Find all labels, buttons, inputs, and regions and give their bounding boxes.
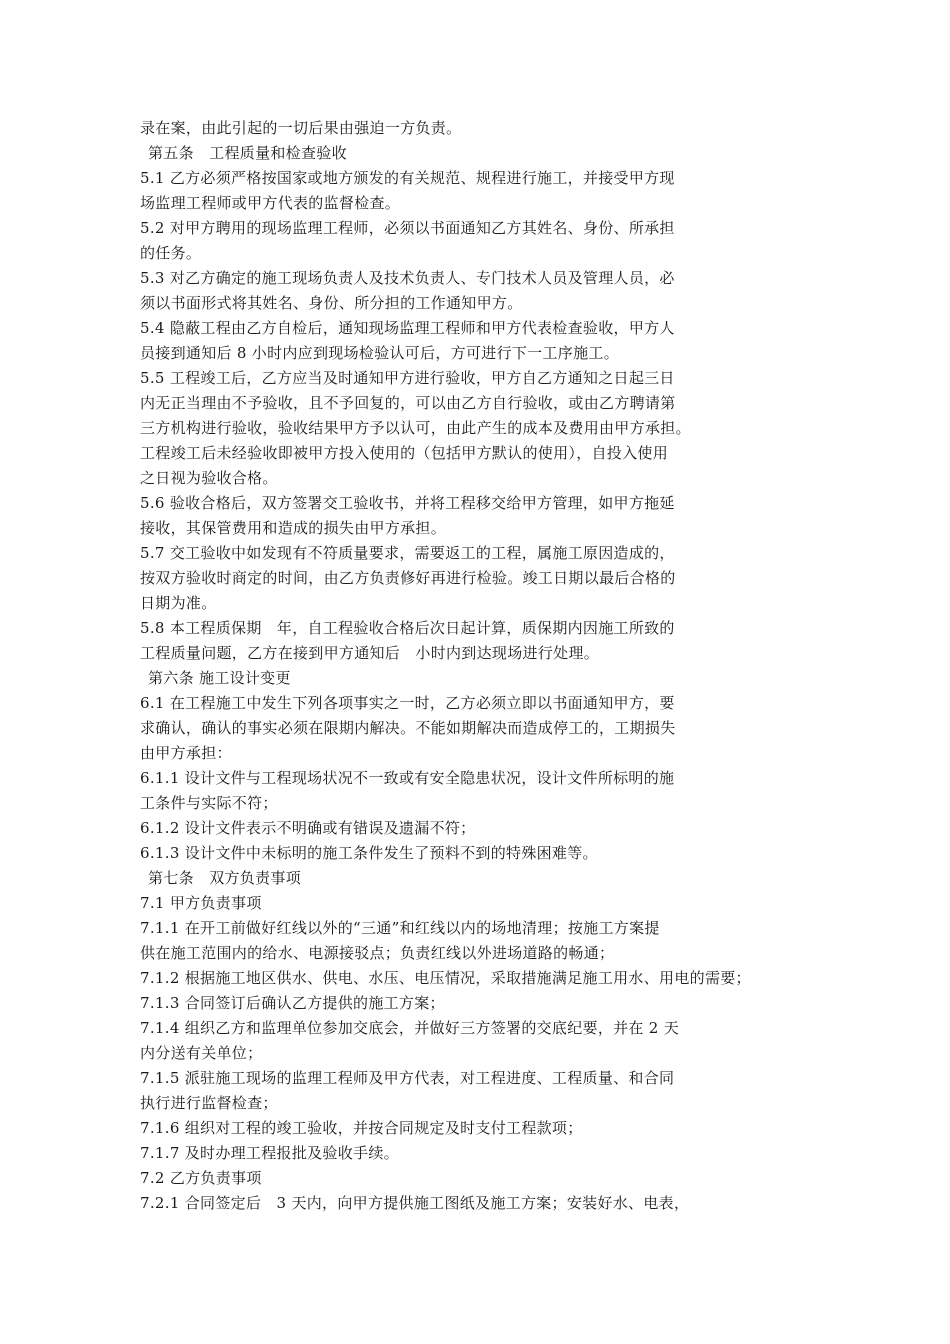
text-line: 员接到通知后 8 小时内应到现场检验认可后，方可进行下一工序施工。: [140, 344, 619, 362]
text-line: 7.1.7 及时办理工程报批及验收手续。: [140, 1144, 399, 1162]
text-line: 5.4 隐蔽工程由乙方自检后，通知现场监理工程师和甲方代表检查验收，甲方人: [140, 319, 675, 337]
text-line: 7.2.1 合同签定后 3 天内，向甲方提供施工图纸及施工方案；安装好水、电表，: [140, 1194, 690, 1212]
text-line: 5.5 工程竣工后，乙方应当及时通知甲方进行验收，甲方自乙方通知之日起三日: [140, 369, 675, 387]
text-line: 6.1 在工程施工中发生下列各项事实之一时，乙方必须立即以书面通知甲方，要: [140, 694, 675, 712]
text-line: 由甲方承担：: [140, 744, 232, 762]
text-line: 7.1 甲方负责事项: [140, 894, 262, 912]
text-line: 6.1.3 设计文件中未标明的施工条件发生了预料不到的特殊困难等。: [140, 844, 598, 862]
text-line: 求确认，确认的事实必须在限期内解决。不能如期解决而造成停工的，工期损失: [140, 719, 676, 737]
text-line: 日期为准。: [140, 594, 217, 612]
text-line: 7.1.2 根据施工地区供水、供电、水压、电压情况，采取措施满足施工用水、用电的需要；: [140, 969, 751, 987]
text-line: 5.8 本工程质保期 年，自工程验收合格后次日起计算，质保期内因施工所致的: [140, 619, 675, 637]
document-body: [140, 116, 840, 1216]
section-heading: 第七条 双方负责事项: [148, 869, 302, 887]
section-heading: 第六条 施工设计变更: [148, 669, 291, 687]
text-line: 工条件与实际不符；: [140, 794, 278, 812]
text-line: 执行进行监督检查；: [140, 1094, 278, 1112]
text-line: 接收，其保管费用和造成的损失由甲方承担。: [140, 519, 447, 537]
text-line: 按双方验收时商定的时间，由乙方负责修好再进行检验。竣工日期以最后合格的: [140, 569, 676, 587]
text-line: 的任务。: [140, 244, 202, 262]
text-line: 5.6 验收合格后，双方签署交工验收书，并将工程移交给甲方管理，如甲方拖延: [140, 494, 675, 512]
text-line: 场监理工程师或甲方代表的监督检查。: [140, 194, 401, 212]
text-line: 7.1.3 合同签订后确认乙方提供的施工方案；: [140, 994, 445, 1012]
text-line: 5.3 对乙方确定的施工现场负责人及技术负责人、专门技术人员及管理人员，必: [140, 269, 675, 287]
text-line: 5.7 交工验收中如发现有不符质量要求，需要返工的工程，属施工原因造成的，: [140, 544, 675, 562]
section-heading: 第五条 工程质量和检查验收: [148, 144, 347, 162]
text-line: 内分送有关单位；: [140, 1044, 263, 1062]
text-line: 供在施工范围内的给水、电源接驳点；负责红线以外进场道路的畅通；: [140, 944, 615, 962]
text-line: 7.1.1 在开工前做好红线以外的“三通”和红线以内的场地清理；按施工方案提: [140, 919, 660, 937]
text-line: 内无正当理由不予验收，且不予回复的，可以由乙方自行验收，或由乙方聘请第: [140, 394, 676, 412]
text-line: 录在案，由此引起的一切后果由强迫一方负责。: [140, 119, 462, 137]
text-line: 工程质量问题，乙方在接到甲方通知后 小时内到达现场进行处理。: [140, 644, 600, 662]
text-line: 三方机构进行验收，验收结果甲方予以认可，由此产生的成本及费用由甲方承担。: [140, 419, 691, 437]
text-line: 6.1.2 设计文件表示不明确或有错误及遗漏不符；: [140, 819, 476, 837]
text-line: 7.1.5 派驻施工现场的监理工程师及甲方代表，对工程进度、工程质量、和合同: [140, 1069, 675, 1087]
text-line: 7.1.4 组织乙方和监理单位参加交底会，并做好三方签署的交底纪要，并在 2 天: [140, 1019, 680, 1037]
text-line: 5.1 乙方必须严格按国家或地方颁发的有关规范、规程进行施工，并接受甲方现: [140, 169, 675, 187]
text-line: 7.2 乙方负责事项: [140, 1169, 262, 1187]
text-line: 之日视为验收合格。: [140, 469, 278, 487]
text-line: 7.1.6 组织对工程的竣工验收，并按合同规定及时支付工程款项；: [140, 1119, 583, 1137]
text-line: 5.2 对甲方聘用的现场监理工程师，必须以书面通知乙方其姓名、身份、所承担: [140, 219, 675, 237]
text-line: 6.1.1 设计文件与工程现场状况不一致或有安全隐患状况，设计文件所标明的施: [140, 769, 675, 787]
text-line: 工程竣工后未经验收即被甲方投入使用的（包括甲方默认的使用），自投入使用: [140, 444, 669, 462]
text-line: 须以书面形式将其姓名、身份、所分担的工作通知甲方。: [140, 294, 523, 312]
